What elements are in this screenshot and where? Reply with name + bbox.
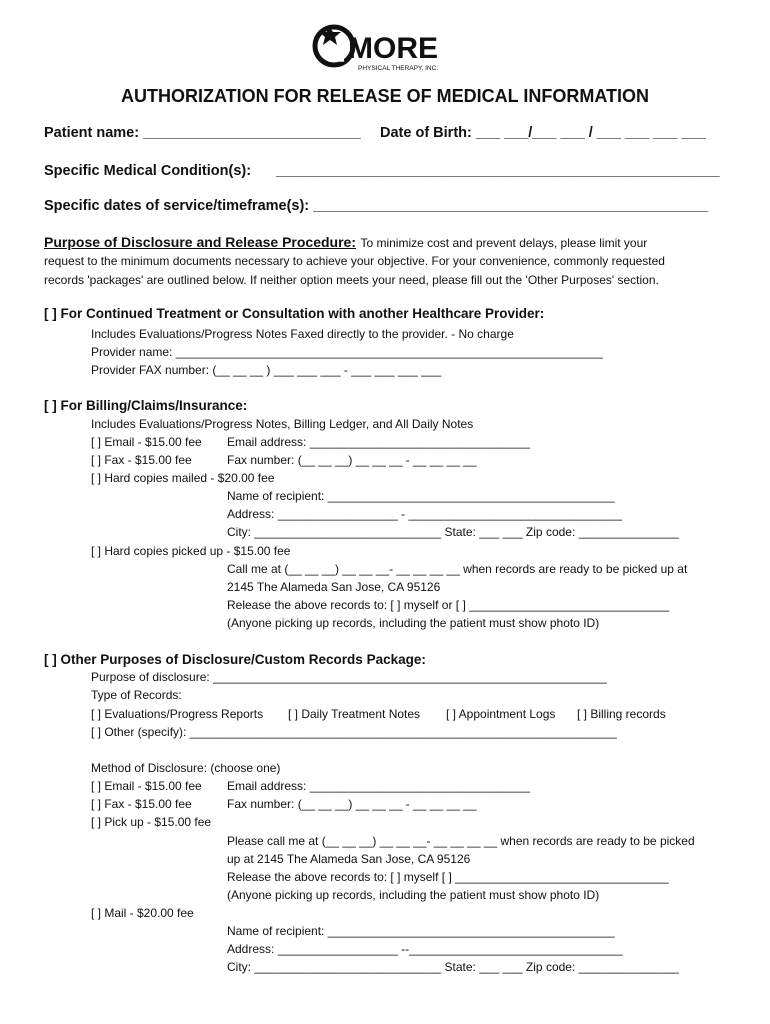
form-title: AUTHORIZATION FOR RELEASE OF MEDICAL INFORMATION bbox=[121, 86, 649, 106]
method-label: Method of Disclosure: (choose one) bbox=[91, 761, 281, 775]
billing-pickup-option[interactable]: [ ] Hard copies picked up - $15.00 fee bbox=[91, 544, 291, 558]
other-city-state-zip[interactable]: City: ____________________________ State: ___ ___ Zip code: _______________ bbox=[227, 960, 679, 974]
purpose-line-3: records 'packages' are outlined below. If neither option meets your need, please fill out the 'Other Purposes' section. bbox=[44, 273, 659, 287]
type-other-field[interactable]: [ ] Other (specify): ________________________________________________________________ bbox=[91, 725, 617, 739]
other-address-field[interactable]: Address: __________________ --________________________________ bbox=[227, 942, 623, 956]
other-pickup-option[interactable]: [ ] Pick up - $15.00 fee bbox=[91, 815, 212, 829]
other-fax-option[interactable]: [ ] Fax - $15.00 fee bbox=[91, 797, 192, 811]
other-email-field[interactable]: Email address: _________________________________ bbox=[227, 779, 530, 793]
billing-photo-id-note: (Anyone picking up records, including the patient must show photo ID) bbox=[227, 616, 600, 630]
service-dates-field[interactable]: Specific dates of service/timeframe(s): _________________________________________________ bbox=[44, 198, 709, 214]
date-of-birth-field[interactable]: Date of Birth: ___ ___/___ ___ / ___ ___ ___ ___ bbox=[380, 125, 706, 141]
continued-treatment-includes: Includes Evaluations/Progress Notes Faxed directly to the provider. - No charge bbox=[91, 327, 514, 341]
medical-condition-label: Specific Medical Condition(s): bbox=[44, 163, 252, 179]
type-of-records-label: Type of Records: bbox=[91, 688, 182, 702]
billing-fax-option[interactable]: [ ] Fax - $15.00 fee bbox=[91, 453, 192, 467]
billing-fax-field[interactable]: Fax number: (__ __ __) __ __ __ - __ __ __ __ bbox=[227, 453, 477, 467]
other-purposes-checkbox[interactable]: [ ] Other Purposes of Disclosure/Custom Records Package: bbox=[44, 652, 426, 667]
billing-includes: Includes Evaluations/Progress Notes, Billing Ledger, and All Daily Notes bbox=[91, 417, 474, 431]
billing-pickup-address: 2145 The Alameda San Jose, CA 95126 bbox=[227, 580, 441, 594]
purpose-line-1 bbox=[44, 234, 647, 252]
billing-address-field[interactable]: Address: __________________ - ________________________________ bbox=[227, 507, 623, 521]
billing-city-state-zip[interactable]: City: ____________________________ State: ___ ___ Zip code: _______________ bbox=[227, 525, 679, 539]
billing-email-option[interactable]: [ ] Email - $15.00 fee bbox=[91, 435, 202, 449]
logo-name: MORE bbox=[348, 32, 438, 65]
type-daily-checkbox[interactable]: [ ] Daily Treatment Notes bbox=[288, 707, 421, 721]
billing-release-to-field[interactable]: Release the above records to: [ ] myself or [ ] ______________________________ bbox=[227, 598, 670, 612]
purpose-line-2: request to the minimum documents necessary to achieve your objective. For your convenience, commonly requested bbox=[44, 254, 665, 268]
more-logo-icon bbox=[310, 20, 462, 74]
billing-mailed-option[interactable]: [ ] Hard copies mailed - $20.00 fee bbox=[91, 471, 275, 485]
billing-call-me-field[interactable]: Call me at (__ __ __) __ __ __- __ __ __ __ when records are ready to be picked up at bbox=[227, 562, 688, 576]
type-appt-checkbox[interactable]: [ ] Appointment Logs bbox=[446, 707, 556, 721]
other-call-me-field[interactable]: Please call me at (__ __ __) __ __ __- __ __ __ __ when records are ready to be picked bbox=[227, 834, 695, 848]
patient-name-field[interactable]: Patient name: ___________________________ bbox=[44, 125, 361, 141]
other-release-to-field[interactable]: Release the above records to: [ ] myself [ ] ________________________________ bbox=[227, 870, 669, 884]
billing-email-field[interactable]: Email address: _________________________________ bbox=[227, 435, 530, 449]
billing-recipient-field[interactable]: Name of recipient: ___________________________________________ bbox=[227, 489, 615, 503]
purpose-intro: To minimize cost and prevent delays, please limit your bbox=[360, 236, 648, 250]
continued-treatment-checkbox[interactable]: [ ] For Continued Treatment or Consultation with another Healthcare Provider: bbox=[44, 306, 545, 321]
provider-fax-field[interactable]: Provider FAX number: (__ __ __ ) ___ ___ ___ - ___ ___ ___ ___ bbox=[91, 363, 442, 377]
type-eval-checkbox[interactable]: [ ] Evaluations/Progress Reports bbox=[91, 707, 264, 721]
other-fax-field[interactable]: Fax number: (__ __ __) __ __ __ - __ __ __ __ bbox=[227, 797, 477, 811]
other-mail-option[interactable]: [ ] Mail - $20.00 fee bbox=[91, 906, 194, 920]
billing-checkbox[interactable]: [ ] For Billing/Claims/Insurance: bbox=[44, 398, 248, 413]
medical-condition-field[interactable]: _______________________________________________________ bbox=[276, 163, 720, 179]
provider-name-field[interactable]: Provider name: ________________________________________________________________ bbox=[91, 345, 603, 359]
logo-tagline: PHYSICAL THERAPY, INC. bbox=[358, 65, 439, 72]
other-purpose-field[interactable]: Purpose of disclosure: ___________________________________________________________ bbox=[91, 670, 607, 684]
purpose-heading: Purpose of Disclosure and Release Procedure: bbox=[44, 234, 356, 250]
other-pickup-address: up at 2145 The Alameda San Jose, CA 95126 bbox=[227, 852, 471, 866]
other-photo-id-note: (Anyone picking up records, including the patient must show photo ID) bbox=[227, 888, 600, 902]
company-logo bbox=[310, 20, 462, 74]
other-email-option[interactable]: [ ] Email - $15.00 fee bbox=[91, 779, 202, 793]
type-billing-checkbox[interactable]: [ ] Billing records bbox=[577, 707, 666, 721]
other-recipient-field[interactable]: Name of recipient: ___________________________________________ bbox=[227, 924, 615, 938]
